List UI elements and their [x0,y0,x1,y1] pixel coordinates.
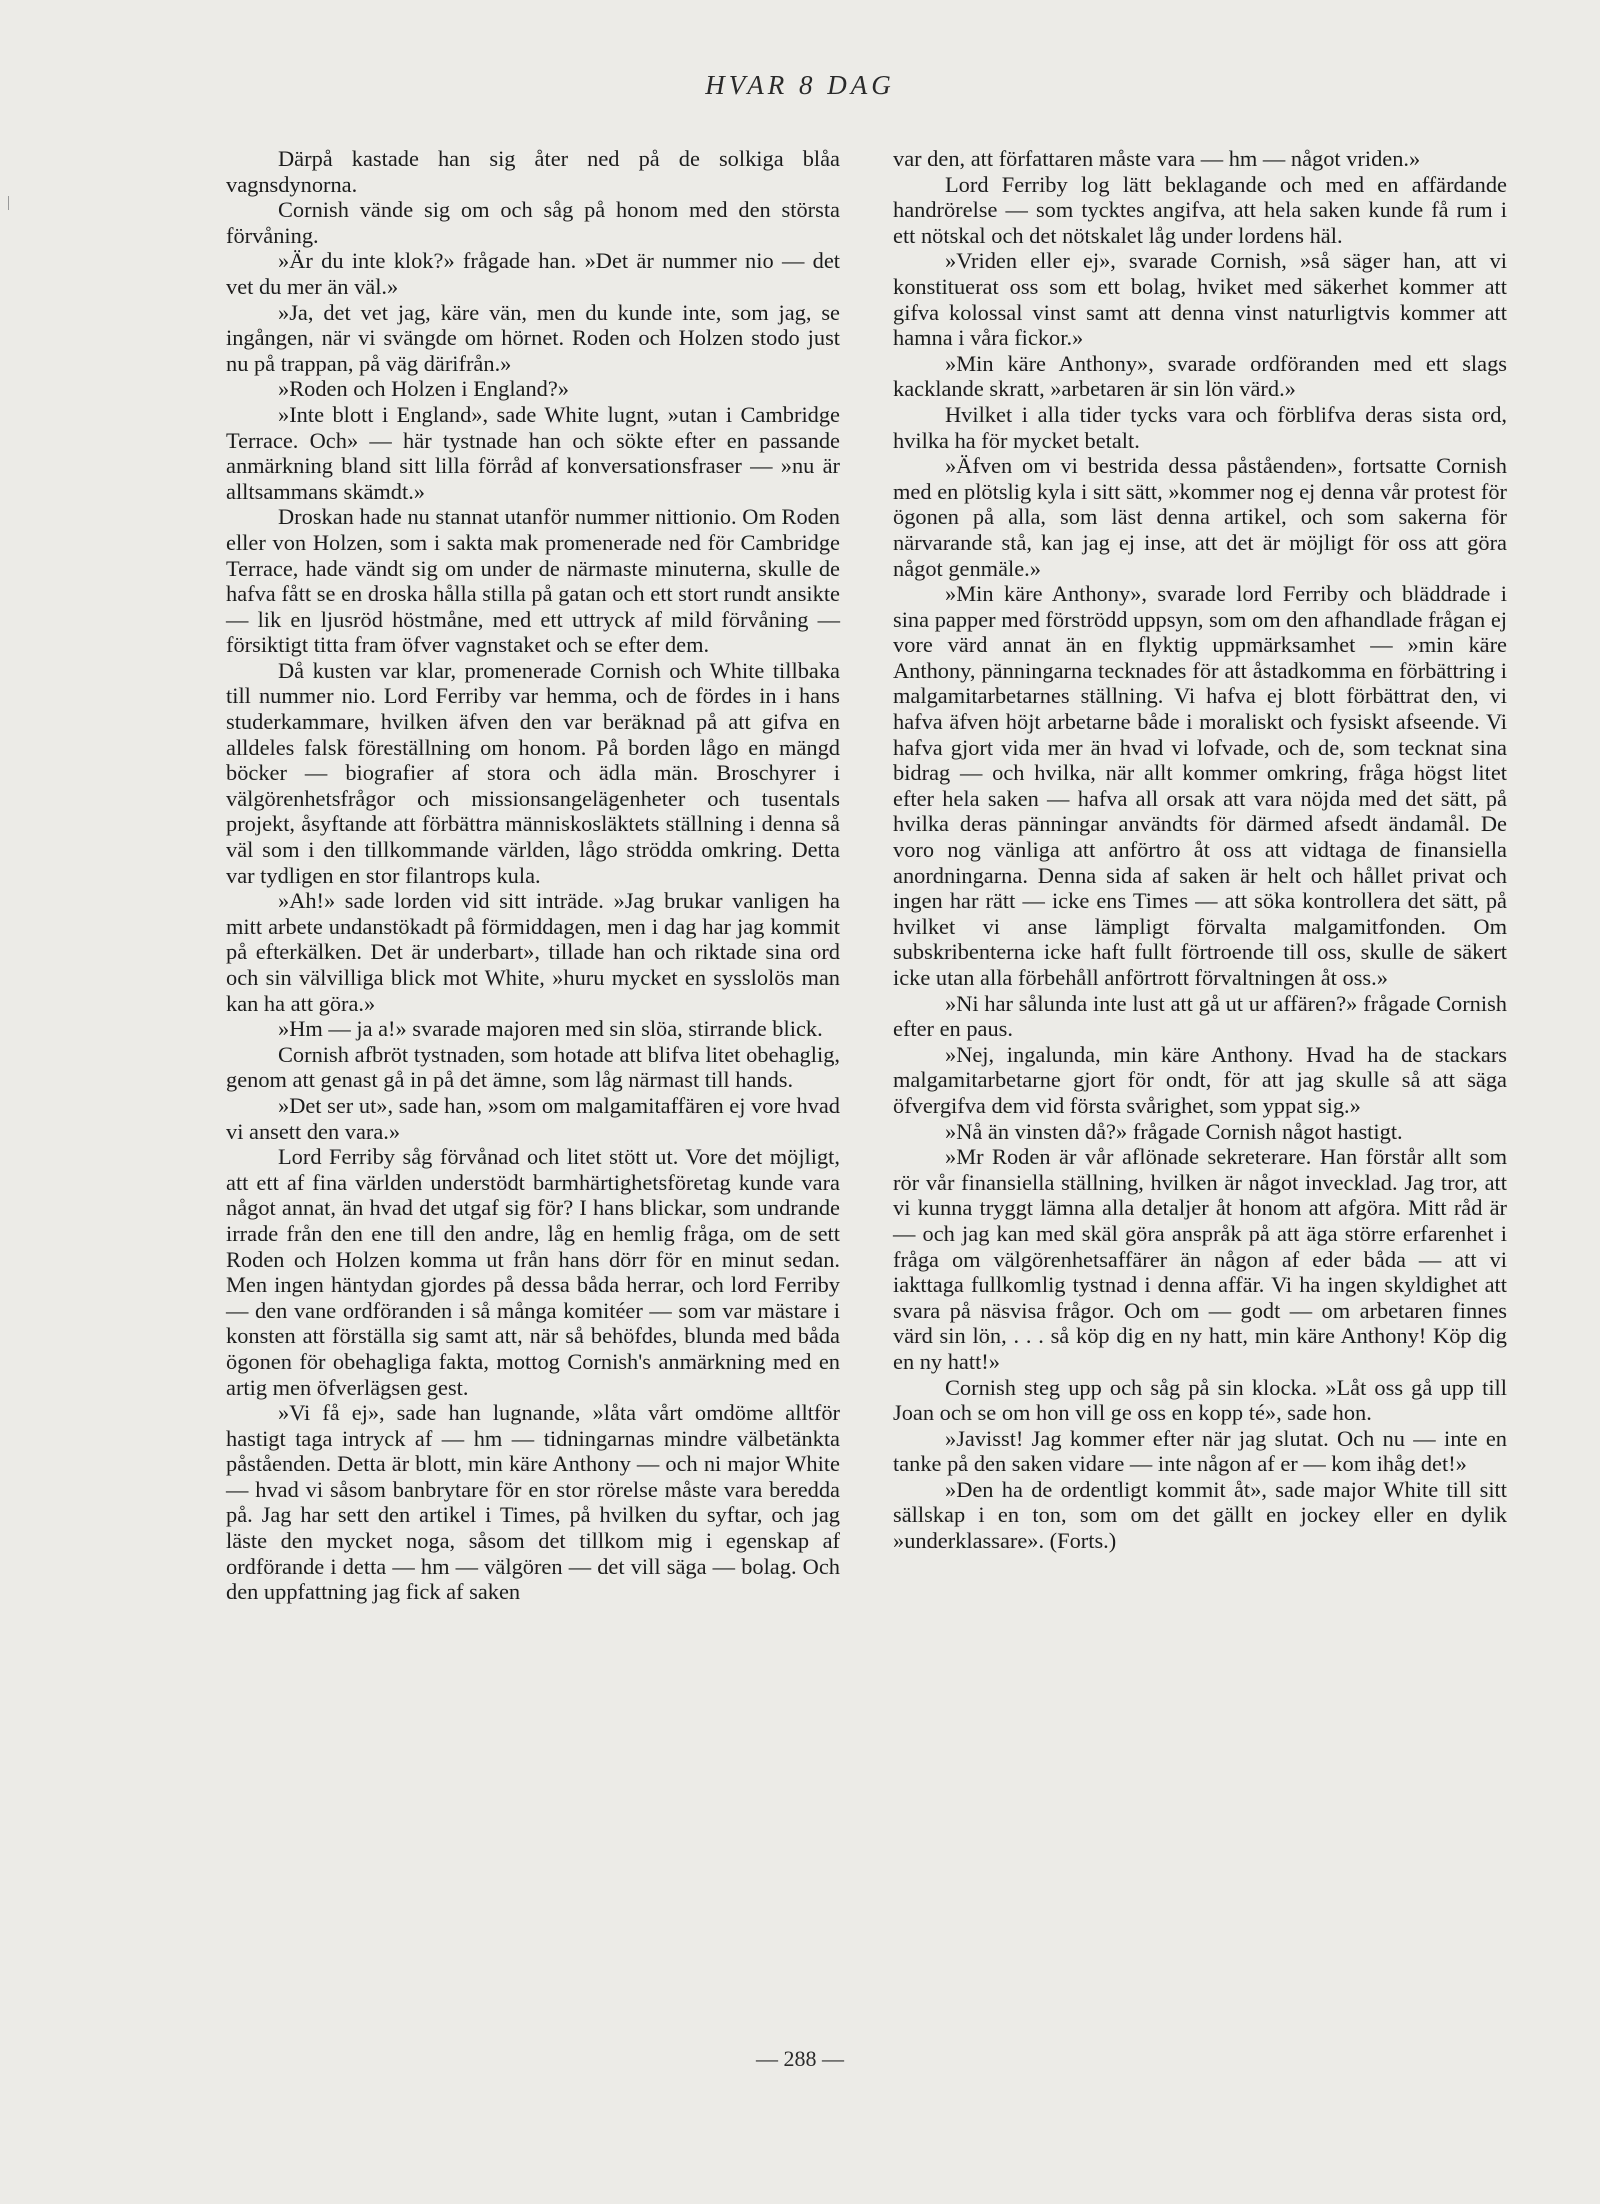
paragraph: Hvilket i alla tider tycks vara och förblifva deras sista ord, hvilka ha för mycket betalt. [893,401,1507,453]
margin-mark [8,196,15,210]
left-column [226,146,840,1605]
paragraph: »Mr Roden är vår aflönade sekreterare. Han förstår allt som rör vår finansiella ställning, hvilken är något invecklad. Jag tror, att vi kunna tryggt lämna alla detaljer åt honom att afgöra. Mitt råd är — och jag kan med skäl göra anspråk på att äga större erfarenhet i fråga om välgörenhetsaffärer än någon af eder båda — att vi iakttaga fullkomlig tystnad i denna affär. Vi ha ingen skyldighet att svara på näsvisa frågor. Och om — godt — om arbetaren finnes värd sin lön, . . . så köp dig en ny hatt, min käre Anthony! Köp dig en ny hatt!» [893,1144,1507,1374]
page-number: — 288 — [756,2046,844,2071]
paragraph: »Nej, ingalunda, min käre Anthony. Hvad ha de stackars malgamitarbetarne gjort för ondt, för att jag skulle så att säga öfvergifva dem vid första svårighet, som yppat sig.» [893,1041,1507,1118]
paragraph: »Min käre Anthony», svarade ordföranden med ett slags kacklande skratt, »arbetaren är sin lön värd.» [893,350,1507,402]
paragraph: »Är du inte klok?» frågade han. »Det är nummer nio — det vet du mer än väl.» [226,248,840,299]
paragraph: »Vi få ej», sade han lugnande, »låta vårt omdöme alltför hastigt taga intryck af — hm — tidningarnas mindre välbetänkta påståenden. Detta är blott, min käre Anthony — och ni major White — hvad vi såsom banbrytare för en stor rörelse måste vara beredda på. Jag har sett den artikel i Times, på hvilken du syftar, och jag läste den mycket noga, såsom det tillkom mig i egenskap af ordförande i detta — hm — välgören — det vill säga — bolag. Och den uppfattning jag fick af saken [226,1400,840,1605]
right-column [893,146,1507,1554]
paragraph: »Inte blott i England», sade White lugnt, »utan i Cambridge Terrace. Och» — här tystnade han och sökte efter en passande anmärkning bland sitt lilla förråd af konversationsfraser — »nu är alltsammans skämdt.» [226,401,840,504]
paragraph: »Roden och Holzen i England?» [278,376,570,402]
paragraph: »Den ha de ordentligt kommit åt», sade major White till sitt sällskap i en ton, som om det gällt en jockey eller en dylik »underklassare». (Forts.) [893,1476,1507,1554]
paragraph: Droskan hade nu stannat utanför nummer nittionio. Om Roden eller von Holzen, som i sakta mak promenerade ned för Cambridge Terrace, hade vändt sig om under de närmaste minuterna, skulle de hafva fått se en droska hålla stilla på gatan och ett stort rundt ansikte — lik en ljusröd höstmåne, med ett uttryck af mild förvåning — försiktigt titta fram öfver vagnstaket och se efter dem. [226,504,840,658]
paragraph: var den, att författaren måste vara — hm — något vriden.» [893,146,1421,171]
paragraph: »Det ser ut», sade han, »som om malgamitaffären ej vore hvad vi ansett den vara.» [226,1092,840,1144]
paragraph: Därpå kastade han sig åter ned på de solkiga blåa vagnsdynorna. [226,146,840,197]
paragraph: Lord Ferriby log lätt beklagande och med en affärdande handrörelse — som tycktes angifva, att hela saken kunde få rum i ett nötskal och det nötskalet låg under lordens häl. [893,171,1507,248]
paragraph: »Ni har sålunda inte lust att gå ut ur affären?» frågade Cornish efter en paus. [893,990,1507,1042]
paragraph: »Vriden eller ej», svarade Cornish, »så säger han, att vi konstituerat oss som ett bolag, hviket med säkerhet kommer att gifva kolossal vinst samt att denna vinst naturligtvis kommer att hamna i våra fickor.» [893,248,1507,351]
paragraph: Lord Ferriby såg förvånad och litet stött ut. Vore det möjligt, att ett af fina världen understödt barmhärtighetsföretag kunde vara något annat, än hvad det utgaf sig för? I hans blickar, som undrande irrade från den ene till den andre, låg en hemlig fråga, om de sett Roden och Holzen komma ut från hans dörr för en minut sedan. Men ingen häntydan gjordes på dessa båda herrar, och lord Ferriby — den vane ordföranden i så många komitéer — som var mästare i konsten att förställa sig samt att, när så behöfdes, blunda med båda ögonen för obehagliga fakta, mottog Cornish's anmärkning med en artig men öfverlägsen gest. [226,1144,840,1400]
paragraph: »Javisst! Jag kommer efter när jag slutat. Och nu — inte en tanke på den saken vidare — inte någon af er — kom ihåg det!» [893,1425,1507,1477]
paragraph: »Nå än vinsten då?» frågade Cornish något hastigt. [945,1118,1403,1144]
paragraph: »Äfven om vi bestrida dessa påståenden», fortsatte Cornish med en plötslig kyla i sitt sätt, »kommer nog ej denna vår protest för ögonen på alla, som läst denna artikel, och som sakerna för närvarande stå, kan jag ej inse, att det är möjligt för oss att göra något genmäle.» [893,453,1507,581]
paragraph: »Ah!» sade lorden vid sitt inträde. »Jag brukar vanligen ha mitt arbete undanstökadt på förmiddagen, men i dag har jag kommit på efterkälken. Det är underbart», tillade han och riktade sina ord och sin välvilliga blick mot White, »huru mycket en sysslolös man kan ha att göra.» [226,888,840,1016]
paragraph: Cornish afbröt tystnaden, som hotade att blifva litet obehaglig, genom att genast gå in på det ämne, som låg närmast till hands. [226,1041,840,1093]
paragraph: Då kusten var klar, promenerade Cornish och White tillbaka till nummer nio. Lord Ferriby var hemma, och de fördes in i hans studerkammare, hvilken äfven den var beräknad på att gifva en alldeles falsk föreställning om honom. På borden lågo en mängd böcker — biografier af stora och ädla män. Broschyrer i välgörenhetsfrågor och missionsangelägenheter och tusentals projekt, åsyftande att förbättra människosläktets ställning i denna så väl som i den tillkommande världen, lågo strödda omkring. Detta var tydligen en stor filantrops kula. [226,657,840,888]
paragraph: »Ja, det vet jag, käre vän, men du kunde inte, som jag, se ingången, när vi svängde om hörnet. Roden och Holzen stodo just nu på trappan, på väg därifrån.» [226,299,840,376]
paragraph: »Min käre Anthony», svarade lord Ferriby och bläddrade i sina papper med förströdd uppsyn, som om den afhandlade frågan ej vore värd annat än en flyktig uppmärksamhet — »min käre Anthony, pänningarna tecknades för att åstadkomma en förbättring i malgamitarbetarnes ställning. Vi hafva ej blott förbättrat den, vi hafva äfven höjt arbetarne både i moraliskt och fysiskt afseende. Vi hafva gjort vida mer än hvad vi lofvade, och de, som tecknat sina bidrag — och hvilka, när allt kommer omkring, fråga högst litet efter hela saken — hafva all orsak att vara nöjda med det sätt, på hvilka deras pänningar användts för därmed afsedt ändamål. De voro nog vänliga att anförtro åt oss att vidtaga de finansiella anordningarna. Denna sida af saken är helt och hållet privat och ingen har rätt — icke ens Times — att söka kontrollera det sätt, på hvilket vi anse lämpligt förvalta malgamitfonden. Om subskribenterna icke haft fullt förtroende till oss, skulle de säkert icke utan alla förbehåll anförtrott förvaltningen åt oss.» [893,581,1507,990]
running-header: HVAR 8 DAG [705,70,895,100]
paragraph: Cornish steg upp och såg på sin klocka. »Låt oss gå upp till Joan och se om hon vill ge oss en kopp té», sade hon. [893,1374,1507,1426]
paragraph: »Hm — ja a!» svarade majoren med sin slöa, stirrande blick. [278,1016,823,1042]
paragraph: Cornish vände sig om och såg på honom med den största förvåning. [226,197,840,248]
